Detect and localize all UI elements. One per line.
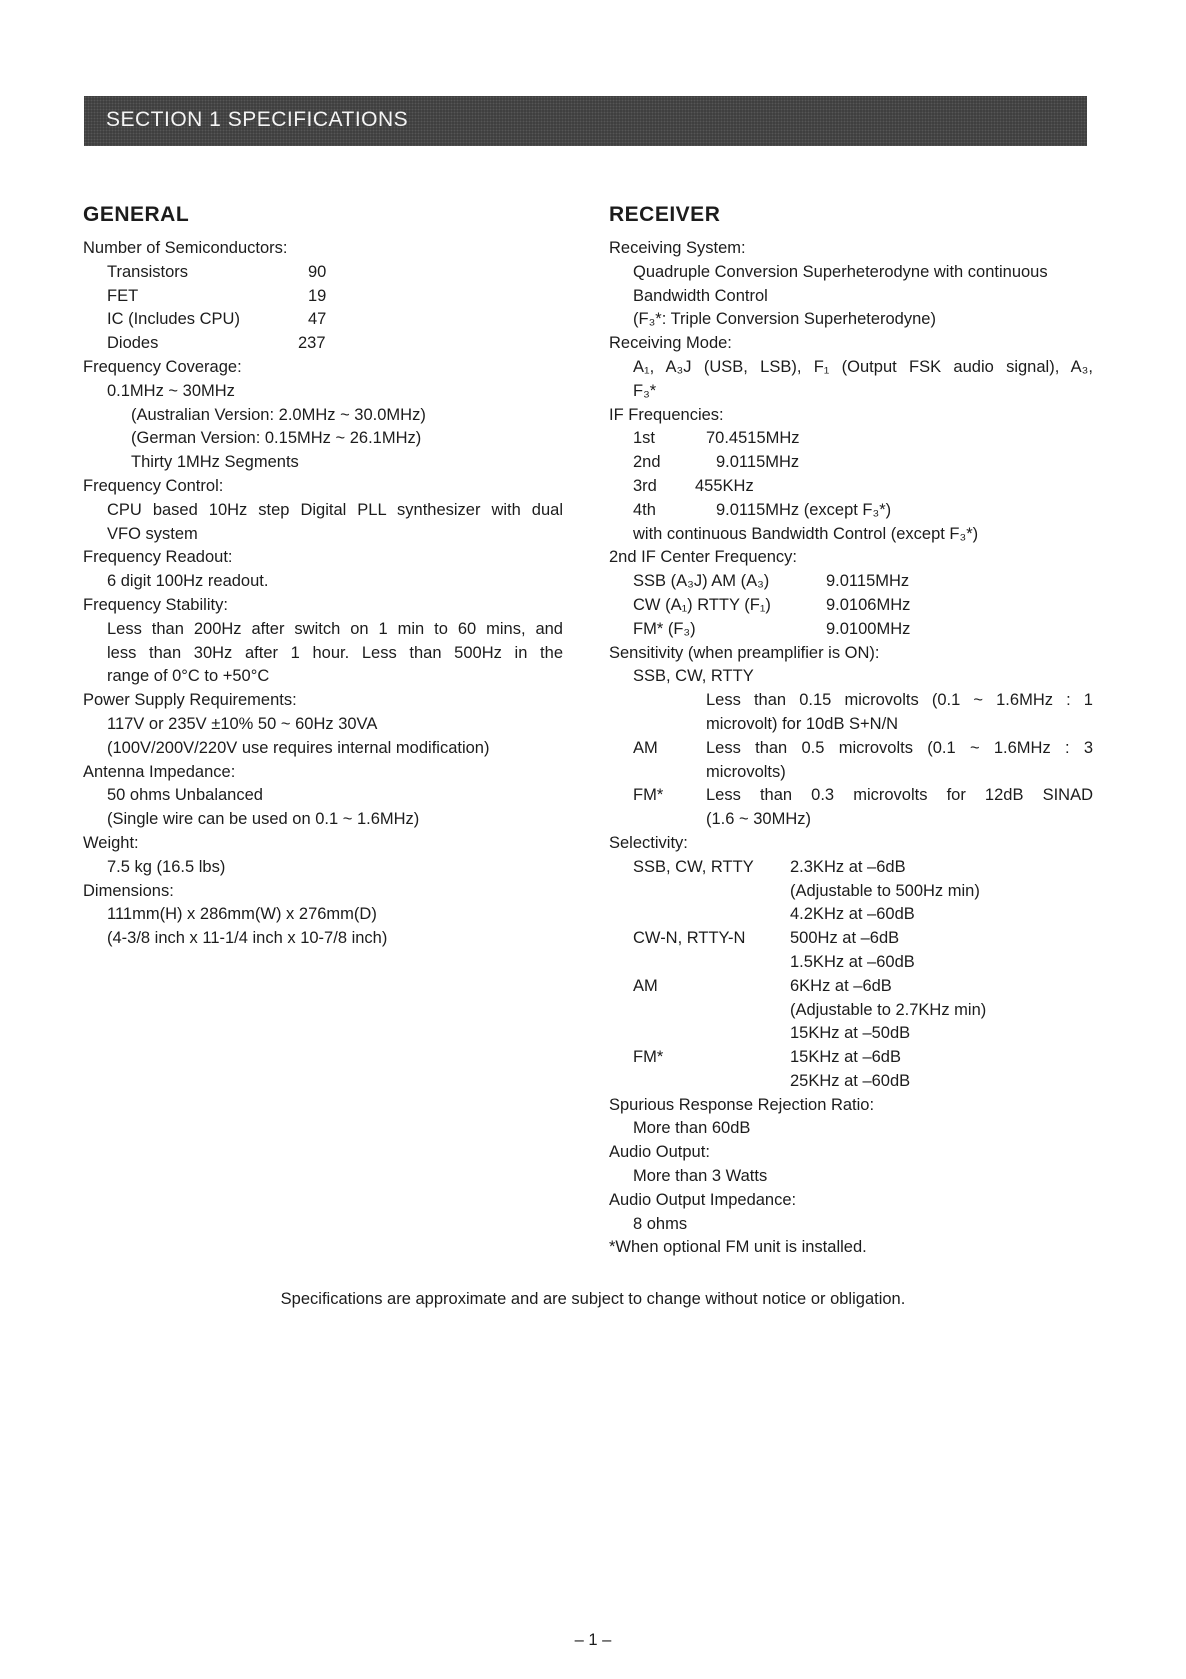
frequency-readout-value: 6 digit 100Hz readout. xyxy=(107,572,269,591)
if-name: 2nd xyxy=(633,453,661,472)
sensitivity-value: Less than 0.15 microvolts (0.1 ~ 1.6MHz : 1 xyxy=(706,691,1093,710)
second-if-value: 9.0115MHz xyxy=(826,572,910,591)
if-row xyxy=(609,451,1093,475)
semiconductor-count: 47 xyxy=(308,310,327,329)
section-title: SECTION 1 SPECIFICATIONS xyxy=(106,108,409,131)
selectivity-value: (Adjustable to 500Hz min) xyxy=(790,881,980,900)
if-name: 4th xyxy=(633,500,656,519)
general-column xyxy=(83,203,563,951)
dimensions-line: 111mm(H) x 286mm(W) x 276mm(D) xyxy=(107,905,377,924)
second-if-value: 9.0100MHz xyxy=(826,619,911,638)
if-row xyxy=(609,427,1093,451)
receiver-heading: RECEIVER xyxy=(609,203,721,226)
if-note: with continuous Bandwidth Control (except F₃*) xyxy=(633,524,979,543)
frequency-stability-line: range of 0°C to +50°C xyxy=(107,667,270,686)
if-frequencies-label: IF Frequencies: xyxy=(609,405,724,424)
audio-impedance-value: 8 ohms xyxy=(633,1214,688,1233)
audio-output-label: Audio Output: xyxy=(609,1143,710,1162)
if-value: 9.0115MHz xyxy=(716,453,800,472)
sensitivity-value: (1.6 ~ 30MHz) xyxy=(706,810,811,829)
frequency-control-line: CPU based 10Hz step Digital PLL synthesizer with dual xyxy=(107,500,563,519)
frequency-control-label: Frequency Control: xyxy=(83,476,224,495)
second-if-row xyxy=(609,594,1093,618)
selectivity-row xyxy=(609,1046,1093,1070)
if-value: 9.0115MHz (except F₃*) xyxy=(716,500,892,519)
semiconductor-name: Diodes xyxy=(107,334,159,353)
dimensions-line: (4-3/8 inch x 11-1/4 inch x 10-7/8 inch) xyxy=(107,929,388,948)
australian-version: (Australian Version: 2.0MHz ~ 30.0MHz) xyxy=(131,405,426,424)
sensitivity-value: Less than 0.5 microvolts (0.1 ~ 1.6MHz : 3 xyxy=(706,738,1093,757)
section-banner xyxy=(84,96,1087,146)
semiconductor-name: Transistors xyxy=(107,262,188,281)
german-version: (German Version: 0.15MHz ~ 26.1MHz) xyxy=(131,429,422,448)
selectivity-value: 25KHz at –60dB xyxy=(790,1071,911,1090)
selectivity-row xyxy=(609,856,1093,880)
receiving-mode-label: Receiving Mode: xyxy=(609,334,732,353)
selectivity-mode: CW-N, RTTY-N xyxy=(633,929,746,948)
frequency-stability-line: less than 30Hz after 1 hour. Less than 500Hz in the xyxy=(107,643,563,662)
sensitivity-row xyxy=(706,689,1093,713)
antenna-label: Antenna Impedance: xyxy=(83,762,236,781)
footer-note: Specifications are approximate and are subject to change without notice or obligation. xyxy=(280,1290,906,1308)
second-if-value: 9.0106MHz xyxy=(826,595,911,614)
if-value: 455KHz xyxy=(695,476,754,495)
if-name: 3rd xyxy=(633,476,657,495)
sensitivity-row xyxy=(609,737,1093,761)
weight-label: Weight: xyxy=(83,833,139,852)
dimensions-label: Dimensions: xyxy=(83,881,174,900)
selectivity-value: 500Hz at –6dB xyxy=(790,929,900,948)
receiving-system-label: Receiving System: xyxy=(609,239,746,257)
page-number: – 1 – xyxy=(574,1631,612,1649)
second-if-label: 2nd IF Center Frequency: xyxy=(609,548,798,567)
semiconductor-count: 19 xyxy=(308,286,327,305)
semiconductor-row xyxy=(83,261,563,285)
antenna-line: (Single wire can be used on 0.1 ~ 1.6MHz) xyxy=(107,810,420,829)
second-if-row xyxy=(609,618,1093,642)
selectivity-value: 2.3KHz at –6dB xyxy=(790,857,906,876)
if-name: 1st xyxy=(633,429,656,448)
selectivity-value: 15KHz at –6dB xyxy=(790,1048,901,1067)
spurious-value: More than 60dB xyxy=(633,1119,751,1138)
selectivity-label: Selectivity: xyxy=(609,833,688,852)
semiconductor-count: 237 xyxy=(298,334,326,353)
sensitivity-mode: FM* xyxy=(633,786,664,805)
power-supply-line: (100V/200V/220V use requires internal modification) xyxy=(107,738,490,757)
segments: Thirty 1MHz Segments xyxy=(131,453,299,472)
if-row xyxy=(609,475,1093,499)
fm-note: *When optional FM unit is installed. xyxy=(609,1238,867,1257)
semiconductor-row xyxy=(83,332,563,356)
receiving-system-line: (F₃*: Triple Conversion Superheterodyne) xyxy=(633,310,936,329)
receiving-system-line: Quadruple Conversion Superheterodyne with continuous xyxy=(633,262,1048,281)
semiconductor-row xyxy=(83,285,563,309)
audio-impedance-label: Audio Output Impedance: xyxy=(609,1190,797,1209)
semiconductor-row xyxy=(83,308,563,332)
sensitivity-value: microvolt) for 10dB S+N/N xyxy=(706,714,899,733)
receiving-mode-line: A₁, A₃J (USB, LSB), F₁ (Output FSK audio signal), A₃, xyxy=(633,357,1093,376)
frequency-control-line: VFO system xyxy=(107,524,198,543)
selectivity-row xyxy=(609,975,1093,999)
selectivity-mode: AM xyxy=(633,976,658,995)
frequency-stability-line: Less than 200Hz after switch on 1 min to 60 mins, and xyxy=(107,619,563,638)
sensitivity-mode: AM xyxy=(633,738,658,757)
selectivity-value: 1.5KHz at –60dB xyxy=(790,952,915,971)
weight-value: 7.5 kg (16.5 lbs) xyxy=(107,857,226,876)
antenna-line: 50 ohms Unbalanced xyxy=(107,786,263,805)
if-row xyxy=(609,499,1093,523)
selectivity-value: 4.2KHz at –60dB xyxy=(790,905,915,924)
semiconductor-name: FET xyxy=(107,286,139,305)
receiving-mode-line: F₃* xyxy=(633,381,657,400)
receiver-column xyxy=(609,203,1093,1260)
power-supply-line: 117V or 235V ±10% 50 ~ 60Hz 30VA xyxy=(107,714,378,733)
sensitivity-mode: SSB, CW, RTTY xyxy=(633,667,754,686)
sensitivity-value-wrap xyxy=(706,737,1093,761)
selectivity-row xyxy=(609,927,1093,951)
second-if-mode: SSB (A₃J) AM (A₃) xyxy=(633,572,770,591)
sensitivity-value: microvolts) xyxy=(706,762,786,781)
selectivity-value: 6KHz at –6dB xyxy=(790,976,892,995)
spurious-label: Spurious Response Rejection Ratio: xyxy=(609,1095,875,1114)
sensitivity-label: Sensitivity (when preamplifier is ON): xyxy=(609,643,880,662)
second-if-row xyxy=(609,570,1093,594)
frequency-coverage-value: 0.1MHz ~ 30MHz xyxy=(107,381,235,400)
general-heading: GENERAL xyxy=(83,203,190,226)
frequency-coverage-label: Frequency Coverage: xyxy=(83,357,242,376)
selectivity-mode: SSB, CW, RTTY xyxy=(633,857,754,876)
frequency-readout-label: Frequency Readout: xyxy=(83,548,233,567)
sensitivity-row xyxy=(609,784,1093,808)
frequency-stability-label: Frequency Stability: xyxy=(83,595,228,614)
power-supply-label: Power Supply Requirements: xyxy=(83,691,297,710)
if-value: 70.4515MHz xyxy=(706,429,800,448)
sensitivity-value: Less than 0.3 microvolts for 12dB SINAD xyxy=(706,786,1093,805)
semiconductors-label: Number of Semiconductors: xyxy=(83,239,288,257)
receiving-system-line: Bandwidth Control xyxy=(633,286,768,305)
second-if-mode: FM* (F₃) xyxy=(633,619,696,638)
second-if-mode: CW (A₁) RTTY (F₁) xyxy=(633,595,771,614)
audio-output-value: More than 3 Watts xyxy=(633,1167,768,1186)
selectivity-mode: FM* xyxy=(633,1048,664,1067)
sensitivity-value-wrap xyxy=(706,784,1093,808)
semiconductor-name: IC (Includes CPU) xyxy=(107,310,240,329)
semiconductor-count: 90 xyxy=(308,262,327,281)
selectivity-value: (Adjustable to 2.7KHz min) xyxy=(790,1000,987,1019)
selectivity-value: 15KHz at –50dB xyxy=(790,1024,911,1043)
